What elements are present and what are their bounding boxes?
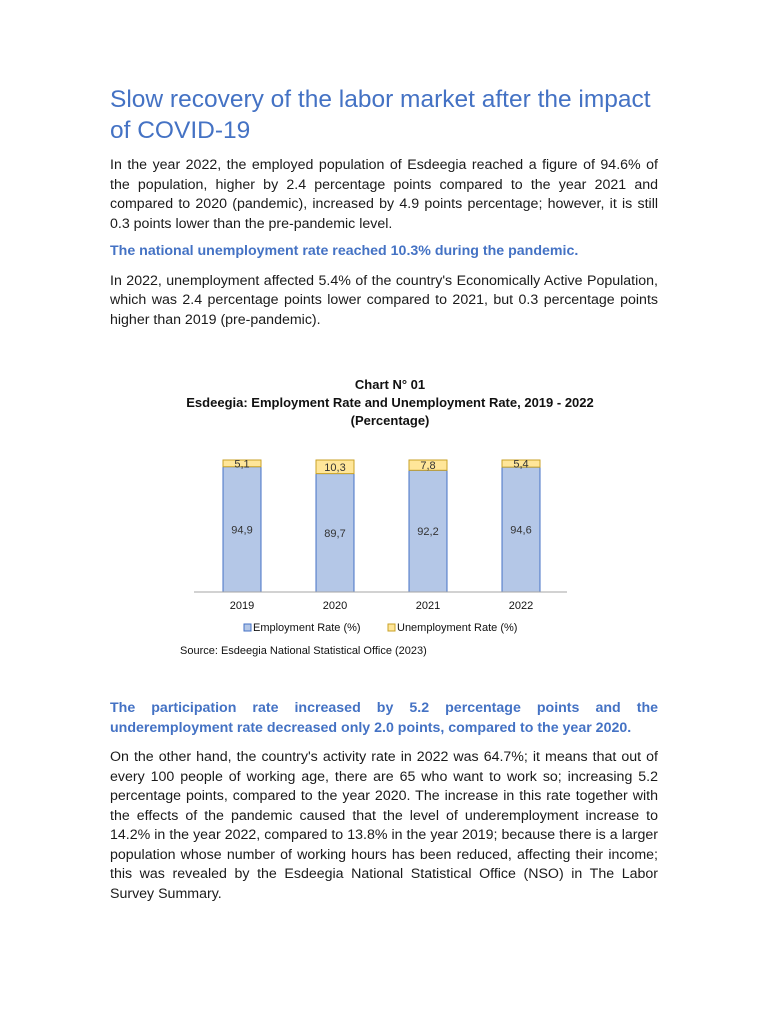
stacked-bar-chart [0, 430, 768, 650]
employment-label-2020: 89,7 [324, 527, 346, 540]
unemployment-label-2021: 7,8 [420, 460, 436, 473]
x-tick-label-2021: 2021 [415, 600, 441, 612]
x-tick-label-2020: 2020 [322, 600, 348, 612]
legend-label-unemployment: Unemployment Rate (%) [397, 622, 518, 634]
highlight-participation: The participation rate increased by 5.2 percentage points and the underemployment rate decreased only 2.0 points, compared to the year 2020. [110, 700, 658, 736]
employment-label-2021: 92,2 [417, 526, 439, 539]
chart-source: Source: Esdeegia National Statistical Office (2023) [180, 645, 427, 657]
document-bottom [110, 699, 658, 912]
unemployment-label-2020: 10,3 [324, 461, 346, 474]
page-title: Slow recovery of the labor market after the impact of COVID-19 [110, 86, 651, 144]
employment-label-2022: 94,6 [510, 524, 532, 537]
chart-number: Chart N° 01 [354, 377, 426, 392]
unemployment-label-2019: 5,1 [234, 458, 250, 471]
paragraph-employment: In the year 2022, the employed population of Esdeegia reached a figure of 94.6% of the population, higher by 2.4 percentage points compared to the year 2021 and compared to 2020 (pandemic), increased by 4.9 points percentage; however, it is still 0.3 points lower than the pre-pandemic level. [110, 157, 658, 232]
unemployment-label-2022: 5,4 [513, 458, 529, 471]
paragraph-unemployment: In 2022, unemployment affected 5.4% of the country's Economically Active Population, which was 2.4 percentage points lower compared to 2021, but 0.3 percentage points higher than 2019 (pre-pandemic). [110, 272, 658, 328]
chart-legend [244, 622, 517, 634]
employment-label-2019: 94,9 [231, 524, 253, 537]
legend-swatch-employment [244, 624, 251, 631]
highlight-unemployment: The national unemployment rate reached 10.3% during the pandemic. [110, 243, 579, 259]
document-top [110, 84, 658, 338]
x-tick-label-2019: 2019 [229, 600, 255, 612]
x-tick-label-2022: 2022 [508, 600, 534, 612]
paragraph-activity-rate: On the other hand, the country's activity rate in 2022 was 64.7%; it means that out of every 100 people of working age, there are 65 who want to work so; increasing 5.2 percentage points, compared to the year 2020. The increase in this rate together with the effects of the pandemic caused that the level of underemployment increase to 14.2% in the year 2022, compared to 13.8% in the year 2019; because there is a larger population whose number of working hours has been reduced, affecting their income; this was revealed by the Esdeegia National Statistical Office (NSO) in The Labor Survey Summary. [110, 749, 658, 902]
legend-label-employment: Employment Rate (%) [253, 622, 361, 634]
legend-swatch-unemployment [388, 624, 395, 631]
chart-subtitle: (Percentage) [350, 413, 430, 428]
chart-title: Esdeegia: Employment Rate and Unemployment Rate, 2019 - 2022 [186, 395, 594, 410]
